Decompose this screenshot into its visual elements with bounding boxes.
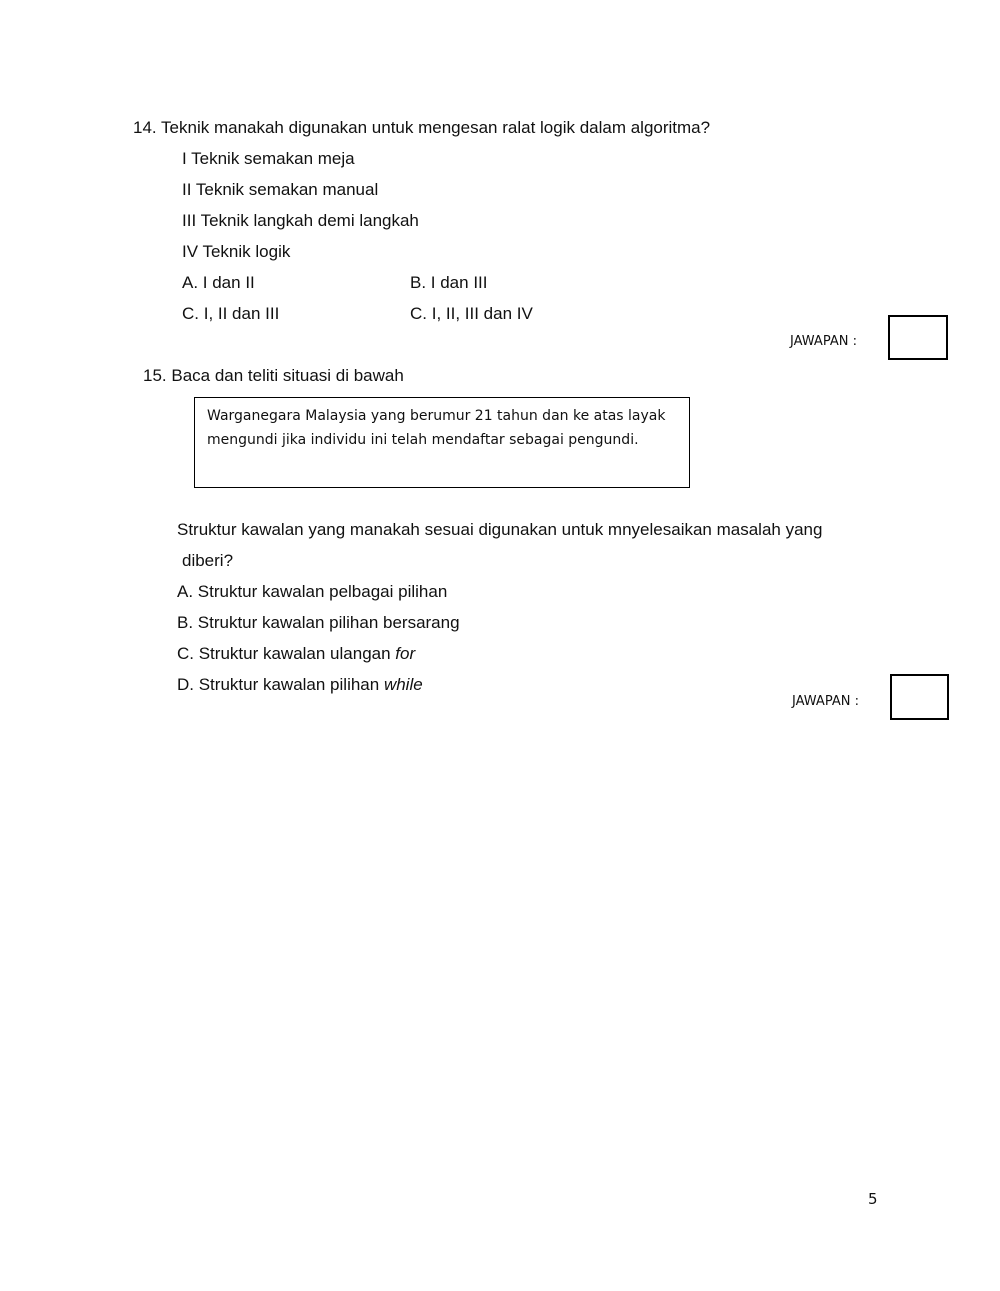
q15-option-c[interactable] (177, 643, 415, 665)
q15-option-d-keyword: while (383, 675, 423, 694)
q15-option-d[interactable] (177, 674, 423, 696)
q14-answer-label: JAWAPAN : (790, 334, 857, 349)
q15-prompt-line-2: diberi? (182, 551, 234, 570)
q15-option-c-text: C. Struktur kawalan ulangan (177, 644, 396, 663)
q14-option-d[interactable]: C. I, II, III dan IV (410, 304, 533, 323)
q14-option-c[interactable]: C. I, II dan III (182, 304, 280, 323)
q14-answer-box[interactable] (888, 315, 948, 360)
q15-answer-box[interactable] (890, 674, 949, 720)
q14-item-2: II Teknik semakan manual (182, 180, 379, 199)
page-number: 5 (868, 1190, 878, 1208)
situation-text: Warganegara Malaysia yang berumur 21 tahun dan ke atas layak mengundi jika individu ini telah mendaftar sebagai pengundi. (207, 408, 666, 448)
q14-option-a[interactable]: A. I dan II (182, 273, 255, 292)
question-15-text: 15. Baca dan teliti situasi di bawah (143, 366, 404, 385)
q14-item-4: IV Teknik logik (182, 242, 291, 261)
q14-item-1: I Teknik semakan meja (182, 149, 355, 168)
q15-option-c-keyword: for (395, 644, 416, 663)
q14-option-b[interactable]: B. I dan III (410, 273, 488, 292)
q15-option-d-text: D. Struktur kawalan pilihan (177, 675, 384, 694)
q15-option-b[interactable]: B. Struktur kawalan pilihan bersarang (177, 613, 460, 632)
q14-item-3: III Teknik langkah demi langkah (182, 211, 419, 230)
q15-option-a[interactable]: A. Struktur kawalan pelbagai pilihan (177, 582, 448, 601)
q15-answer-label: JAWAPAN : (792, 694, 859, 709)
question-14-text: 14. Teknik manakah digunakan untuk mengesan ralat logik dalam algoritma? (133, 118, 711, 137)
situation-box (194, 397, 690, 488)
q15-prompt-line-1: Struktur kawalan yang manakah sesuai digunakan untuk mnyelesaikan masalah yang (177, 520, 823, 539)
